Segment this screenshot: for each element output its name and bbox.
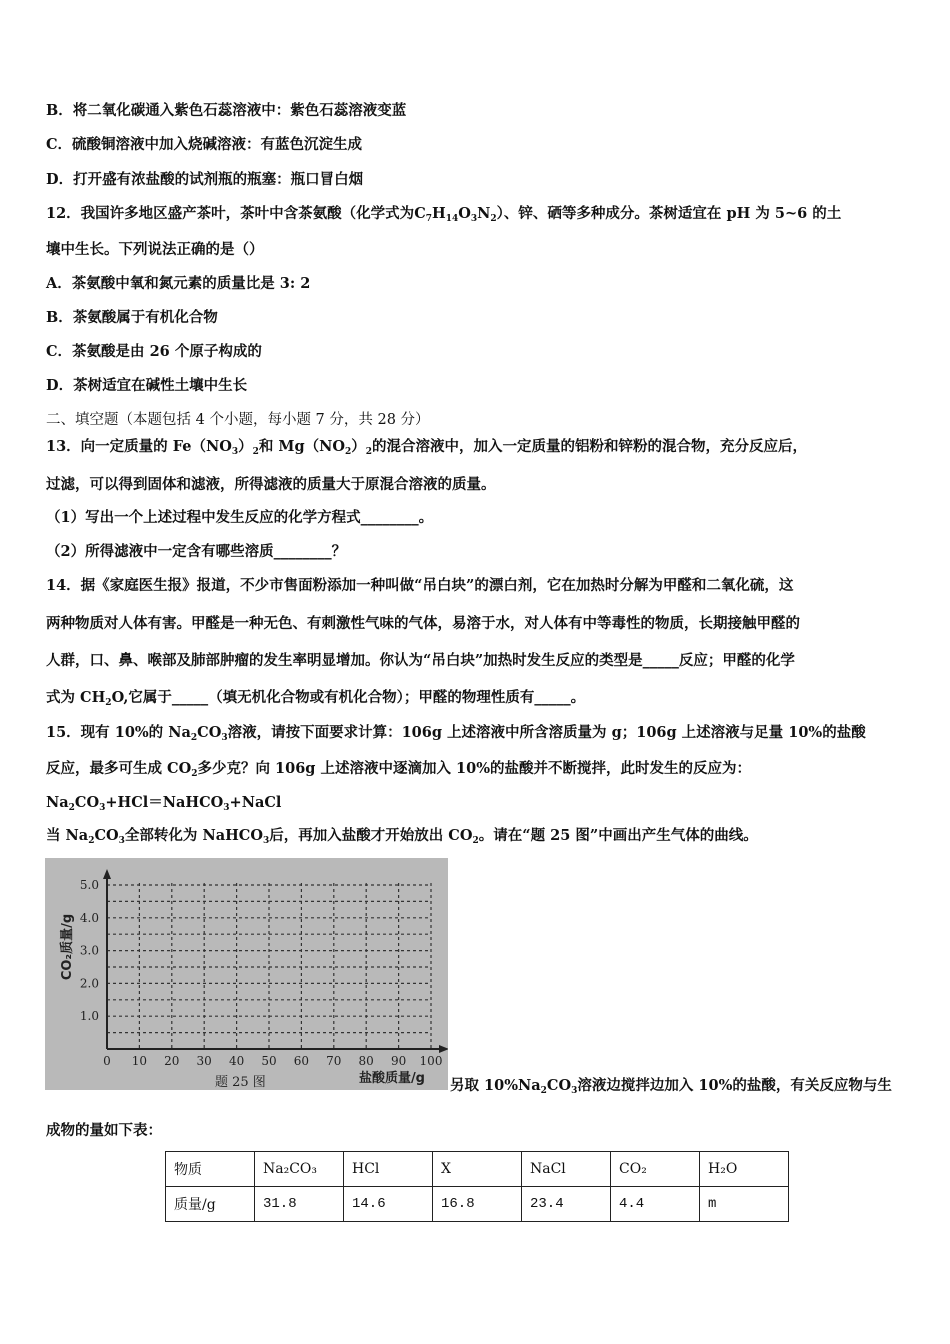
y-tick-label: 2.0 — [79, 976, 99, 991]
q12-stem-line1: 12．我国许多地区盛产茶叶，茶叶中含茶氨酸（化学式为$C_7H_{14}O_3N_2$）、锌、硒等多种成分。茶树适宜在 pH 为 5~6 的土 — [46, 205, 842, 224]
table-header-cell: 物质 — [166, 1152, 255, 1187]
q15-line1: 15．现有 10%的 $Na_2CO_3$溶液，请按下面要求计算：106g 上述溶液中所含溶质量为 g；106g 上述溶液与足量 10%的盐酸 — [46, 724, 866, 743]
x-tick-label: 0 — [103, 1054, 111, 1068]
q12-option-b: B．茶氨酸属于有机化合物 — [46, 309, 218, 326]
table-header-cell: X — [433, 1152, 522, 1187]
q15-line6: 成物的量如下表： — [46, 1122, 162, 1139]
q15-equation: $Na_2CO_3+HCl=NaHCO_3+NaCl$ — [46, 794, 282, 813]
q15-line5: 另取 $10\%Na_2CO_3$溶液边搅拌边加入 10%的盐酸，有关反应物与生 — [450, 1077, 892, 1096]
q14-line4: 式为 $CH_2O$,它属于_____（填无机化合物或有机化合物）；甲醛的物理性质有_____。 — [46, 689, 586, 708]
q14-line3: 人群，口、鼻、喉部及肺部肿瘤的发生率明显增加。你认为“吊白块”加热时发生反应的类型是_____反应；甲醛的化学 — [46, 652, 795, 669]
table-header-cell: Na₂CO₃ — [255, 1152, 344, 1187]
y-tick-label: 4.0 — [79, 910, 99, 925]
q13-part1: （1）写出一个上述过程中发生反应的化学方程式________。 — [46, 509, 434, 526]
option-c-line: C．硫酸铜溶液中加入烧碱溶液：有蓝色沉淀生成 — [46, 136, 363, 153]
y-axis-label: CO₂质量/g — [60, 913, 75, 981]
table-header-row — [166, 1152, 789, 1187]
q13-stem-line2: 过滤，可以得到固体和滤液，所得滤液的质量大于原混合溶液的质量。 — [46, 476, 496, 493]
q12-option-a: A．茶氨酸中氧和氮元素的质量比是 3: 2 — [46, 275, 311, 292]
x-tick-label: 80 — [358, 1054, 374, 1068]
q14-line2: 两种物质对人体有害。甲醛是一种无色、有刺激性气味的气体，易溶于水，对人体有中等毒性的物质，长期接触甲醛的 — [46, 615, 800, 632]
y-tick-label: 1.0 — [79, 1009, 99, 1024]
table-cell: m — [700, 1187, 789, 1222]
x-tick-label: 40 — [228, 1054, 245, 1068]
table-header-cell: CO₂ — [611, 1152, 700, 1187]
table-header-cell: NaCl — [522, 1152, 611, 1187]
x-axis-label: 盐酸质量/g — [358, 1071, 425, 1086]
x-tick-label: 90 — [390, 1054, 407, 1068]
table-row-label: 质量/g — [166, 1187, 255, 1222]
x-tick-label: 10 — [131, 1054, 148, 1068]
y-tick-label: 3.0 — [79, 943, 99, 958]
option-b-line: B．将二氧化碳通入紫色石蕊溶液中：紫色石蕊溶液变蓝 — [46, 102, 407, 119]
x-tick-label: 30 — [196, 1054, 212, 1068]
table-header-cell: HCl — [344, 1152, 433, 1187]
x-tick-label: 50 — [261, 1054, 277, 1068]
table-cell: 14.6 — [344, 1187, 433, 1222]
option-d-line: D．打开盛有浓盐酸的试剂瓶的瓶塞：瓶口冒白烟 — [46, 171, 364, 188]
reaction-mass-table — [165, 1151, 789, 1222]
y-axis-arrow — [103, 869, 111, 879]
q13-part2: （2）所得滤液中一定含有哪些溶质________？ — [46, 543, 347, 560]
q12-option-d: D．茶树适宜在碱性土壤中生长 — [46, 377, 248, 394]
table-cell: 16.8 — [433, 1187, 522, 1222]
table-header-cell: H₂O — [700, 1152, 789, 1187]
q13-stem-line1: 13．向一定质量的 $Fe(NO_3)_2$和 $Mg(NO_2)_2$的混合溶液中，加入一定质量的铝粉和锌粉的混合物，充分反应后， — [46, 438, 808, 457]
table-cell: 4.4 — [611, 1187, 700, 1222]
q14-line1: 14．据《家庭医生报》报道，不少市售面粉添加一种叫做“吊白块”的漂白剂，它在加热时分解为甲醛和二氧化硫，这 — [46, 577, 794, 594]
q12-stem-line2: 壤中生长。下列说法正确的是（） — [46, 241, 264, 258]
y-tick-label: 5.0 — [79, 878, 99, 892]
x-axis-arrow — [439, 1045, 448, 1053]
table-cell: 23.4 — [522, 1187, 611, 1222]
co2-graph — [45, 858, 448, 1090]
table-row — [166, 1187, 789, 1222]
co2-graph-figure — [45, 858, 448, 1090]
x-tick-label: 100 — [419, 1054, 443, 1068]
x-tick-label: 20 — [164, 1054, 180, 1068]
q12-option-c: C．茶氨酸是由 26 个原子构成的 — [46, 343, 262, 360]
chart-title: 题 25 图 — [215, 1075, 266, 1090]
x-tick-label: 60 — [293, 1054, 310, 1068]
q15-line4: 当 $Na_2CO_3$全部转化为 NaHCO$_3$后，再加入盐酸才开始放出 $CO_2$。请在“题 25 图”中画出产生气体的曲线。 — [46, 827, 758, 846]
table-cell: 31.8 — [255, 1187, 344, 1222]
q15-line2: 反应，最多可生成 $CO_2$多少克？向 106g 上述溶液中逐滴加入 10%的盐酸并不断搅拌，此时发生的反应为： — [46, 760, 751, 779]
section-2-heading: 二、填空题（本题包括 4 个小题，每小题 7 分，共 28 分） — [46, 412, 430, 428]
x-tick-label: 70 — [326, 1054, 342, 1068]
